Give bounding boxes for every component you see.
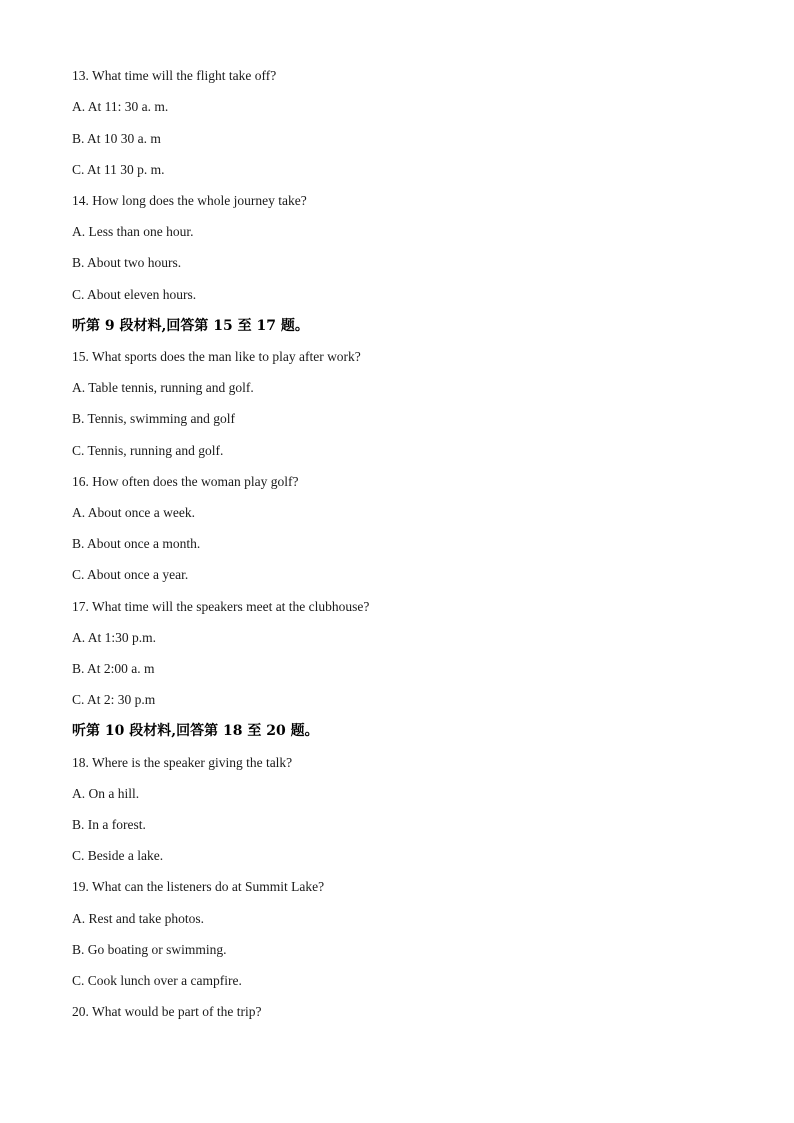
option-19c: C. Cook lunch over a campfire. xyxy=(72,973,242,988)
question-19: 19. What can the listeners do at Summit Lake? xyxy=(72,879,325,894)
option-16a: A. About once a week. xyxy=(72,505,195,520)
question-17: 17. What time will the speakers meet at the clubhouse? xyxy=(72,599,370,614)
question-14: 14. How long does the whole journey take? xyxy=(72,193,307,208)
option-15b: B. Tennis, swimming and golf xyxy=(72,411,236,426)
option-19a: A. Rest and take photos. xyxy=(72,911,204,926)
section-heading-9: 听第 9 段材料,回答第 15 至 17 题。 xyxy=(72,318,309,334)
option-16c: C. About once a year. xyxy=(72,567,189,582)
option-17b: B. At 2:00 a. m xyxy=(72,661,155,676)
option-15c: C. Tennis, running and golf. xyxy=(72,443,224,458)
option-17c: C. At 2: 30 p.m xyxy=(72,692,156,707)
option-18b: B. In a forest. xyxy=(72,817,146,832)
question-18: 18. Where is the speaker giving the talk? xyxy=(72,755,293,770)
section-heading-10: 听第 10 段材料,回答第 18 至 20 题。 xyxy=(72,723,319,739)
option-15a: A. Table tennis, running and golf. xyxy=(72,380,254,395)
option-14b: B. About two hours. xyxy=(72,255,182,270)
option-17a: A. At 1:30 p.m. xyxy=(72,630,157,645)
option-14c: C. About eleven hours. xyxy=(72,287,197,302)
option-18c: C. Beside a lake. xyxy=(72,848,164,863)
option-13a: A. At 11: 30 a. m. xyxy=(72,99,169,114)
option-13b: B. At 10 30 a. m xyxy=(72,131,161,146)
question-13: 13. What time will the flight take off? xyxy=(72,68,277,83)
option-13c: C. At 11 30 p. m. xyxy=(72,162,165,177)
option-18a: A. On a hill. xyxy=(72,786,140,801)
question-15: 15. What sports does the man like to play after work? xyxy=(72,349,361,364)
question-16: 16. How often does the woman play golf? xyxy=(72,474,299,489)
option-16b: B. About once a month. xyxy=(72,536,201,551)
option-19b: B. Go boating or swimming. xyxy=(72,942,227,957)
option-14a: A. Less than one hour. xyxy=(72,224,194,239)
question-20: 20. What would be part of the trip? xyxy=(72,1004,262,1019)
